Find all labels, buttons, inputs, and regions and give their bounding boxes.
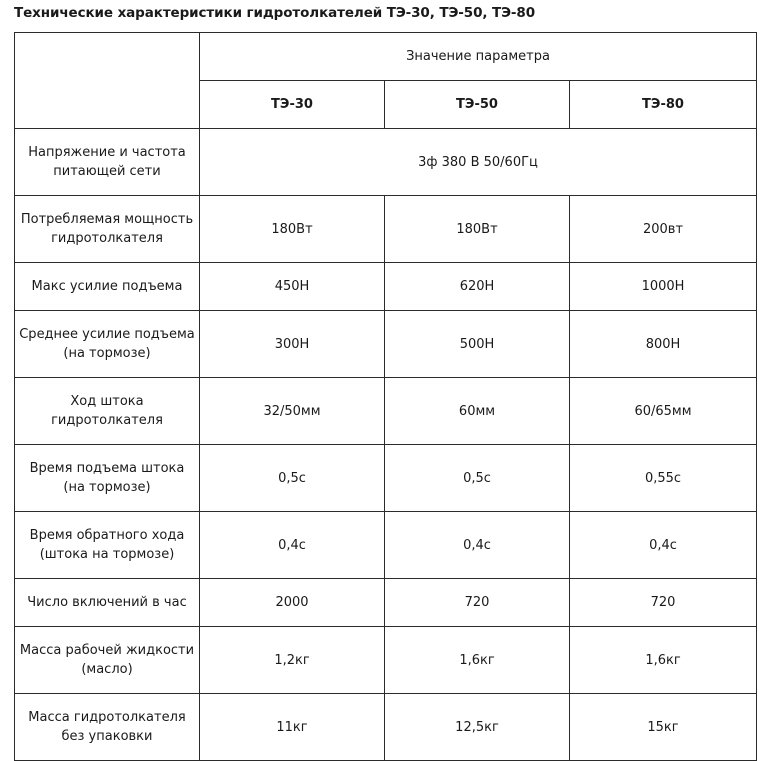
param-value: 0,4с <box>570 512 757 579</box>
param-label: Макс усилие подъема <box>15 263 200 311</box>
param-value: 300Н <box>200 311 385 378</box>
param-value: 800Н <box>570 311 757 378</box>
model-header-te30: ТЭ-30 <box>200 81 385 129</box>
param-value: 720 <box>385 579 570 627</box>
table-row <box>15 694 757 761</box>
param-value: 12,5кг <box>385 694 570 761</box>
group-header-cell: Значение параметра <box>200 33 757 81</box>
param-value: 11кг <box>200 694 385 761</box>
param-value: 32/50мм <box>200 378 385 445</box>
param-label: Масса гидротолкателя без упаковки <box>15 694 200 761</box>
param-value: 0,55с <box>570 445 757 512</box>
table-row <box>15 445 757 512</box>
table-row <box>15 378 757 445</box>
table-row <box>15 129 757 196</box>
table-row <box>15 512 757 579</box>
param-value: 0,4с <box>385 512 570 579</box>
param-value: 500Н <box>385 311 570 378</box>
param-value: 180Вт <box>385 196 570 263</box>
param-value: 620Н <box>385 263 570 311</box>
table-row <box>15 627 757 694</box>
param-label: Ход штока гидротолкателя <box>15 378 200 445</box>
param-label: Масса рабочей жидкости (масло) <box>15 627 200 694</box>
param-value: 0,4с <box>200 512 385 579</box>
param-label: Время обратного хода (штока на тормозе) <box>15 512 200 579</box>
table-row <box>15 196 757 263</box>
param-label: Потребляемая мощность гидротолкателя <box>15 196 200 263</box>
spec-table <box>14 32 757 761</box>
param-value: 2000 <box>200 579 385 627</box>
model-header-te80: ТЭ-80 <box>570 81 757 129</box>
page-title: Технические характеристики гидротолкателей ТЭ-30, ТЭ-50, ТЭ-80 <box>14 5 535 21</box>
param-value-merged: 3ф 380 В 50/60Гц <box>200 129 757 196</box>
param-label: Число включений в час <box>15 579 200 627</box>
param-label: Напряжение и частота питающей сети <box>15 129 200 196</box>
param-value: 0,5с <box>200 445 385 512</box>
header-corner-cell <box>15 33 200 129</box>
param-value: 1000Н <box>570 263 757 311</box>
param-label: Время подъема штока (на тормозе) <box>15 445 200 512</box>
table-row <box>15 263 757 311</box>
param-value: 1,6кг <box>570 627 757 694</box>
param-value: 15кг <box>570 694 757 761</box>
model-header-te50: ТЭ-50 <box>385 81 570 129</box>
table-row <box>15 579 757 627</box>
param-value: 1,2кг <box>200 627 385 694</box>
param-value: 0,5с <box>385 445 570 512</box>
param-value: 720 <box>570 579 757 627</box>
param-value: 180Вт <box>200 196 385 263</box>
param-value: 450Н <box>200 263 385 311</box>
param-value: 200вт <box>570 196 757 263</box>
param-label: Среднее усилие подъема (на тормозе) <box>15 311 200 378</box>
table-header-row <box>15 33 757 81</box>
param-value: 60/65мм <box>570 378 757 445</box>
param-value: 60мм <box>385 378 570 445</box>
table-row <box>15 311 757 378</box>
param-value: 1,6кг <box>385 627 570 694</box>
